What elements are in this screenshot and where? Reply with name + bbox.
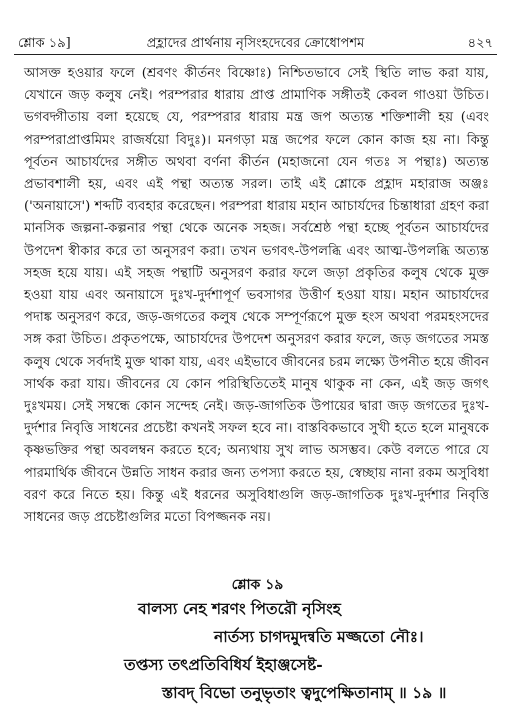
running-header (18, 34, 493, 55)
verse-heading: শ্লোক ১৯ (231, 577, 284, 593)
verse-line-2: নার্তস্য চাগদমুদন্বতি মজ্জতো নৌঃ। (214, 627, 424, 646)
purport-paragraph: আসক্ত হওয়ার ফলে (শ্রবণং কীর্তনং বিষ্ণোঃ) নিশ্চিতভাবে সেই স্থিতি লাভ করা যায়, যেখানে জড় কলুষ নেই। পরম্পরার ধারায় প্রাপ্ত প্রামাণিক সঙ্গীতই কেবল গাওয়া উচিত। ভগবদ্গীতায় বলা হয়েছে যে, পরম্পরার ধারায় মন্ত্র জপ অত্যন্ত শক্তিশালী হয় (এবং পরম্পরাপ্রাপ্তমিমং রাজর্ষয়ো বিদুঃ)। মনগড়া মন্ত্র জপের ফলে কোন কাজ হয় না। কিন্তু পূর্বতন আচার্যদের সঙ্গীত অথবা বর্ণনা কীর্তন (মহাজনো যেন গতঃ স পন্থাঃ) অত্যন্ত প্রভাবশালী হয়, এবং এই পন্থা অত্যন্ত সরল। তাই এই শ্লোকে প্রহ্লাদ মহারাজ অঞ্জঃ ('অনায়াসে') শব্দটি ব্যবহার করেছেন। পরম্পরা ধারায় মহান আচার্যদের চিন্তাধারা গ্রহণ করা মানসিক জল্পনা-কল্পনার পন্থা থেকে অনেক সহজ। সর্বশ্রেষ্ঠ পন্থা হচ্ছে পূর্বতন আচার্যদের উপদেশ স্বীকার করে তা অনুসরণ করা। তখন ভগবৎ-উপলব্ধি এবং আত্ম-উপলব্ধি অত্যন্ত সহজ হয়ে যায়। এই সহজ পন্থাটি অনুসরণ করার ফলে জড়া প্রকৃতির কলুষ থেকে মুক্ত হওয়া যায় এবং অনায়াসে দুঃখ-দুর্দশাপূর্ণ ভবসাগর উত্তীর্ণ হওয়া যায়। মহান আচার্যদের পদাঙ্ক অনুসরণ করে, জড়-জগতের কলুষ থেকে সম্পূর্ণরূপে মুক্ত হংস অথবা পরমহংসদের সঙ্গ করা উচিত। প্রকৃতপক্ষে, আচার্যদের উপদেশ অনুসরণ করার ফলে, জড় জগতের সমস্ত কলুষ থেকে সর্বদাই মুক্ত থাকা যায়, এবং এইভাবে জীবনের চরম লক্ষ্যে উপনীত হয়ে জীবন সার্থক করা যায়। জীবনের যে কোন পরিস্থিতিতেই মানুষ থাকুক না কেন, এই জড় জগৎ দুঃখময়। সেই সম্বন্ধে কোন সন্দেহ নেই। জড়-জাগতিক উপায়ের দ্বারা জড় জগতের দুঃখ-দুর্দশার নিবৃত্তি সাধনের প্রচেষ্টা কখনই সফল হবে না। বাস্তবিকভাবে সুখী হতে হলে মানুষকে কৃষ্ণভক্তির পন্থা অবলম্বন করতে হবে; অন্যথায় সুখ লাভ অসম্ভব। কেউ বলতে পারে যে পারমার্থিক জীবনে উন্নতি সাধন করার জন্য তপস্যা করতে হয়, স্বেচ্ছায় নানা রকম অসুবিধা বরণ করে নিতে হয়। কিন্তু এই ধরনের অসুবিধাগুলি জড়-জাগতিক দুঃখ-দুর্দশার নিবৃত্তি সাধনের জড় প্রচেষ্টাগুলির মতো বিপজ্জনক নয়। (24, 66, 489, 526)
header-chapter-title: প্রহ্লাদের প্রার্থনায় নৃসিংহদেবের ক্রোধোপশম (146, 36, 365, 51)
header-verse-ref: শ্লোক ১৯] (18, 36, 71, 51)
verse-line-3: তপ্তস্য তৎপ্রতিবিধির্য ইহাঞ্জসেষ্ট- (124, 655, 323, 674)
verse-line-4: স্তাবদ্ বিভো তনুভৃতাং ত্বদুপেক্ষিতানাম্ ॥ ১৯ ॥ (162, 683, 447, 702)
purport-body (24, 63, 489, 529)
page-number: ৪২৭ (467, 36, 493, 51)
verse-line-1: বালস্য নেহ শরণং পিতরৌ নৃসিংহ (138, 599, 341, 618)
header-rule (14, 54, 497, 55)
